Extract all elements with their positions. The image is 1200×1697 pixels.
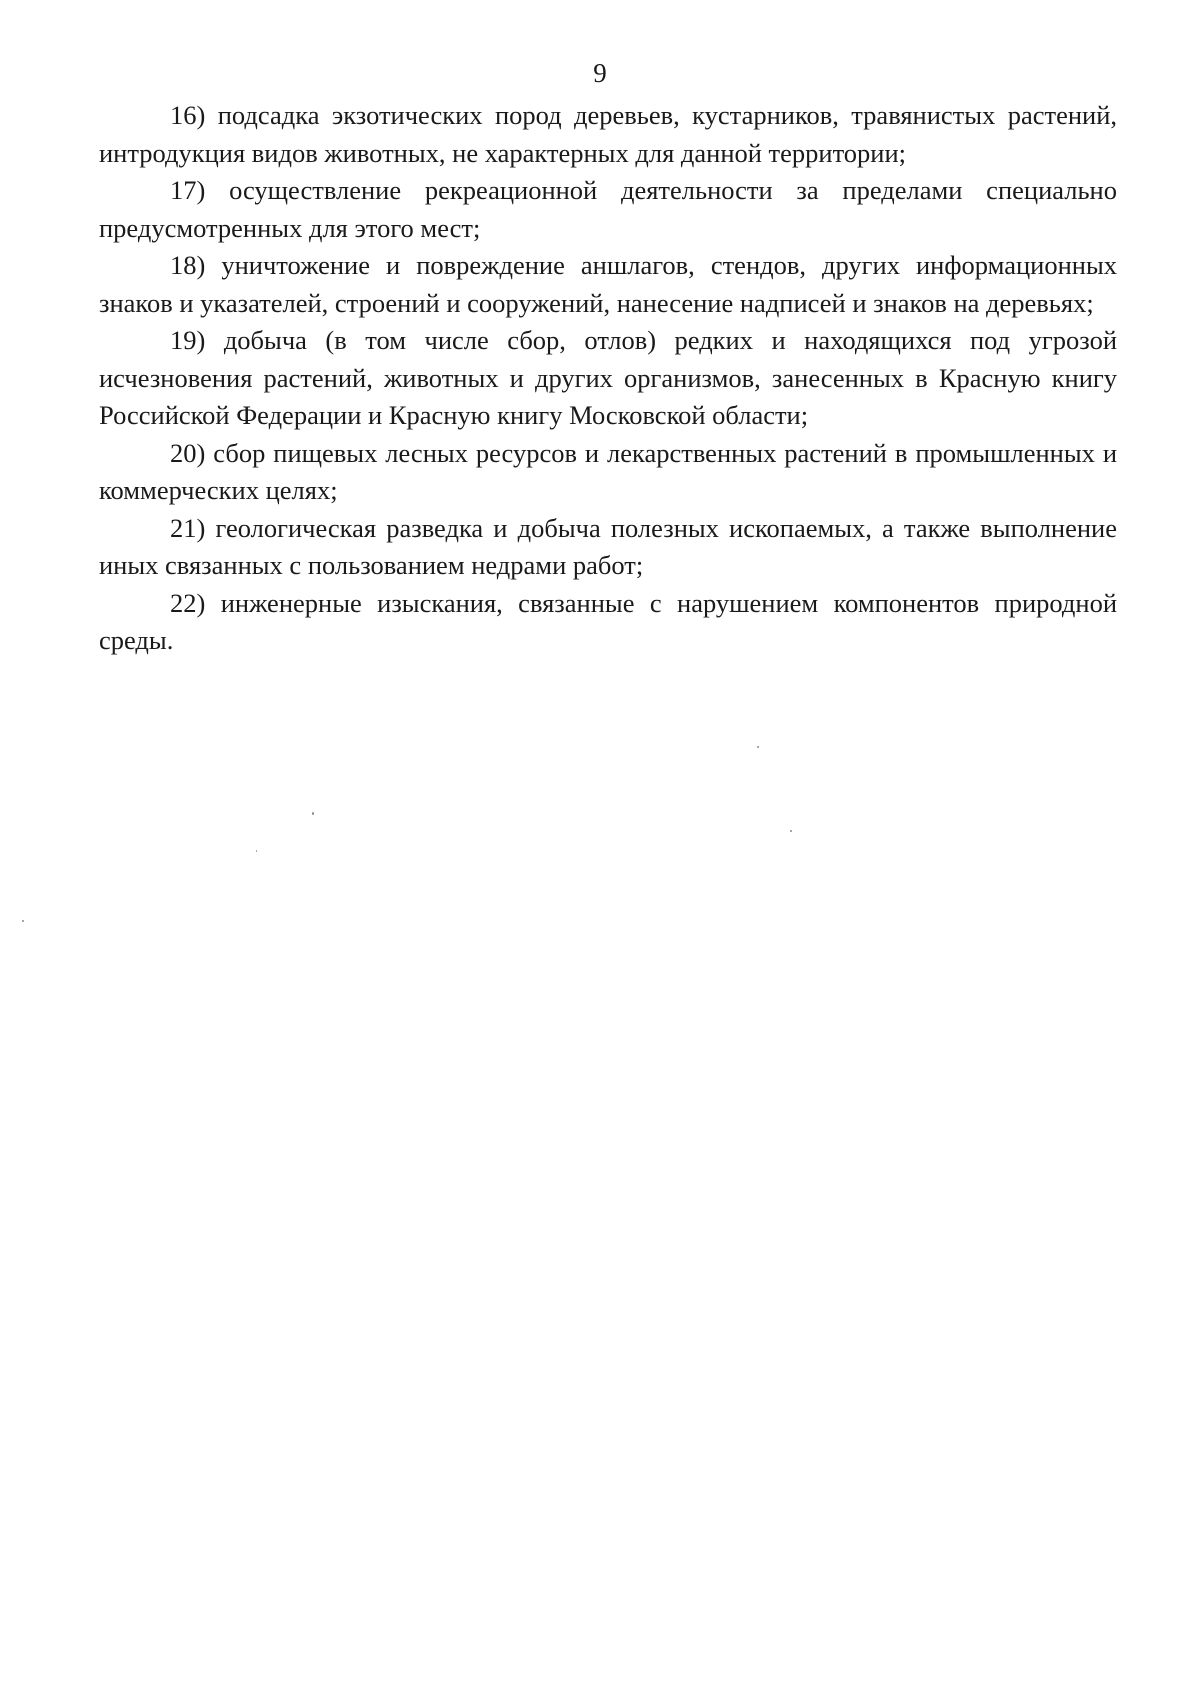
list-item bbox=[99, 97, 1117, 172]
item-number: 22) bbox=[170, 587, 206, 618]
list-item bbox=[99, 435, 1117, 510]
list-item bbox=[99, 322, 1117, 435]
item-number: 18) bbox=[170, 250, 206, 280]
item-text: осуществление рекреационной деятельности за пределами специально предусмотренных для этого мест; bbox=[99, 175, 1117, 243]
item-text: уничтожение и повреждение аншлагов, стендов, других информационных знаков и указателей, строений и сооружений, нанесение надписей и знаков на деревьях; bbox=[99, 250, 1117, 318]
scan-speck bbox=[790, 830, 792, 832]
scan-speck bbox=[256, 850, 257, 852]
item-number: 21) bbox=[170, 512, 206, 543]
list-item bbox=[99, 510, 1117, 585]
page-number: 9 bbox=[593, 58, 607, 88]
list-item bbox=[99, 172, 1117, 247]
item-number: 17) bbox=[170, 175, 206, 205]
item-number: 19) bbox=[170, 325, 206, 355]
item-text: инженерные изыскания, связанные с нарушением компонентов природной среды. bbox=[99, 587, 1118, 655]
item-text: подсадка экзотических пород деревьев, кустарников, травянистых растений, интродукция видов животных, не характерных для данной территории; bbox=[99, 100, 1117, 168]
item-text: геологическая разведка и добыча полезных ископаемых, а также выполнение иных связанных с пользованием недрами работ; bbox=[99, 512, 1117, 580]
list-item bbox=[99, 585, 1117, 660]
item-text: сбор пищевых лесных ресурсов и лекарственных растений в промышленных и коммерческих целях; bbox=[99, 437, 1118, 505]
item-text: добыча (в том числе сбор, отлов) редких и находящихся под угрозой исчезновения растений, животных и других организмов, занесенных в Красную книгу Российской Федерации и Красную книгу Московской области; bbox=[99, 325, 1118, 430]
item-number: 16) bbox=[170, 100, 206, 130]
item-number: 20) bbox=[170, 437, 206, 468]
scan-speck bbox=[22, 920, 24, 922]
scan-speck bbox=[312, 812, 314, 815]
scan-speck bbox=[757, 746, 759, 748]
document-body bbox=[99, 97, 1117, 660]
list-item bbox=[99, 247, 1117, 322]
